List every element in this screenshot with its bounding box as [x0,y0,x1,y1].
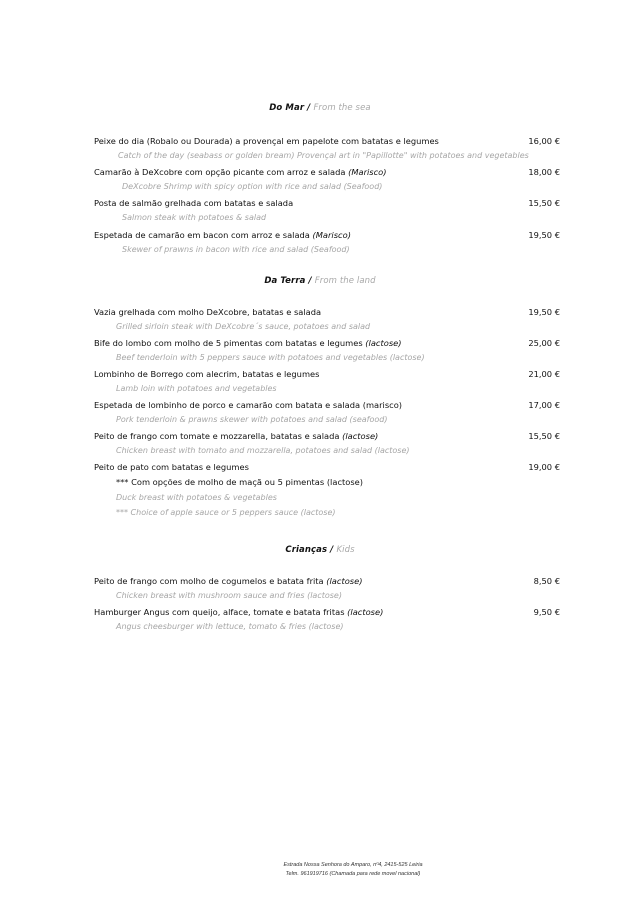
menu-item-description: Salmon steak with potatoes & salad [122,213,267,222]
allergen-tag: (Marisco) [348,167,387,177]
menu-item-description: Duck breast with potatoes & vegetables [116,493,277,502]
menu-item-description: Grilled sirloin steak with DeXcobre´s sauce, potatoes and salad [116,322,371,331]
menu-item-description: Angus cheesburger with lettuce, tomato & fries (lactose) [116,622,344,631]
menu-item-name: Espetada de lombinho de porco e camarão com batata e salada (marisco) [94,400,403,410]
menu-item-name: Vazia grelhada com molho DeXcobre, batatas e salada [94,307,322,317]
menu-item-price: 9,50 € [533,607,560,617]
allergen-tag: (lactose) [326,576,363,586]
menu-item-description: Chicken breast with mushroom sauce and fries (lactose) [116,591,342,600]
menu-item-description: Pork tenderloin & prawns skewer with potatoes and salad (seafood) [116,415,388,424]
menu-item-note: *** Com opções de molho de maçã ou 5 pimentas (lactose) [116,477,364,487]
menu-item-name: Peito de frango com tomate e mozzarella, batatas e salada (lactose) [94,431,379,441]
menu-item-description: Skewer of prawns in bacon with rice and salad (Seafood) [122,245,350,254]
menu-item-name: Peixe do dia (Robalo ou Dourada) a provençal em papelote com batatas e legumes [94,136,439,146]
footer-phone: Telm. 961919716 (Chamada para rede movel nacional) [285,871,421,877]
menu-item-description: Lamb loin with potatoes and vegetables [116,384,277,393]
footer [0,861,640,879]
menu-item-price: 15,50 € [528,198,560,208]
section-title-en: Kids [336,545,355,555]
menu-item-price: 19,50 € [528,230,560,240]
section-title-pt: Da Terra / [264,276,312,286]
menu-item-price: 15,50 € [528,431,560,441]
menu-item-price: 8,50 € [533,576,560,586]
section-heading-sea [0,103,640,113]
allergen-tag: (lactose) [365,338,402,348]
menu-item-name: Bife do lombo com molho de 5 pimentas com batatas e legumes (lactose) [94,338,402,348]
allergen-tag: (lactose) [342,431,379,441]
menu-item-description: Beef tenderloin with 5 peppers sauce with potatoes and vegetables (lactose) [116,353,425,362]
menu-item-description: DeXcobre Shrimp with spicy option with rice and salad (Seafood) [122,182,383,191]
menu-item-price: 17,00 € [528,400,560,410]
menu-item-name: Posta de salmão grelhada com batatas e salada [94,198,294,208]
section-title-pt: Do Mar / [269,103,311,113]
menu-item-name: Lombinho de Borrego com alecrim, batatas e legumes [94,369,320,379]
section-heading-kids [0,545,640,555]
menu-item-description: Chicken breast with tomato and mozzarella, potatoes and salad (lactose) [116,446,410,455]
menu-item-description-note: *** Choice of apple sauce or 5 peppers sauce (lactose) [116,508,336,517]
menu-item-name: Hamburger Angus com queijo, alface, tomate e batata fritas (lactose) [94,607,384,617]
section-title-en: From the sea [313,103,371,113]
menu-item-name: Peito de pato com batatas e legumes [94,462,249,472]
menu-item-description: Catch of the day (seabass or golden bream) Provençal art in "Papillotte" with potatoes and vegetables [118,151,529,160]
allergen-tag: (Marisco) [312,230,351,240]
menu-item-price: 25,00 € [528,338,560,348]
menu-item-price: 16,00 € [528,136,560,146]
menu-item-price: 19,00 € [528,462,560,472]
allergen-tag: (lactose) [347,607,384,617]
menu-item-name: Camarão à DeXcobre com opção picante com arroz e salada (Marisco) [94,167,387,177]
footer-address: Estrada Nossa Senhora do Amparo, nº4, 2415-525 Leiria [283,862,423,868]
menu-item-price: 19,50 € [528,307,560,317]
menu-item-price: 21,00 € [528,369,560,379]
section-title-en: From the land [314,276,376,286]
section-title-pt: Crianças / [285,545,334,555]
menu-item-name: Peito de frango com molho de cogumelos e batata frita (lactose) [94,576,363,586]
menu-item-name: Espetada de camarão em bacon com arroz e salada (Marisco) [94,230,351,240]
menu-item-price: 18,00 € [528,167,560,177]
section-heading-land [0,276,640,286]
